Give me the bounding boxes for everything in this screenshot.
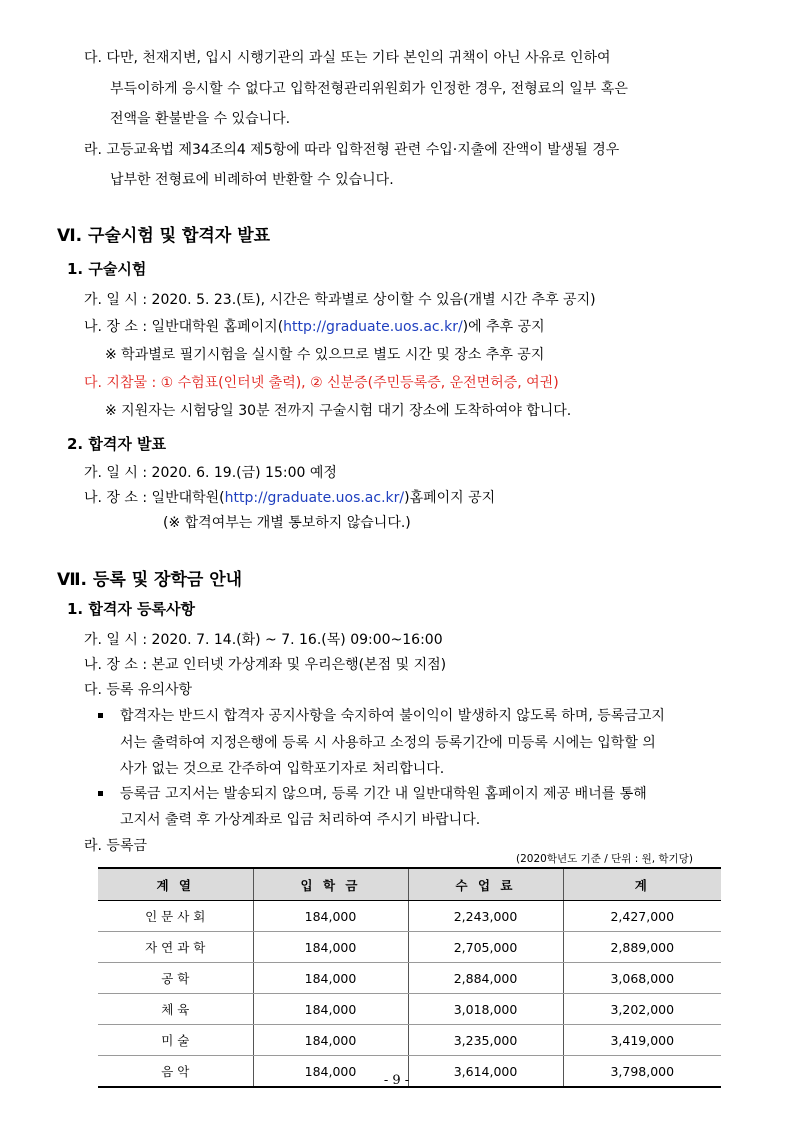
bullet-square-icon [98,791,103,796]
oral-exam-title: 1. 구술시험 [67,260,147,278]
row-tuition: 3,235,000 [408,1025,563,1056]
section-7-title: Ⅶ. 등록 및 장학금 안내 [57,570,243,590]
row-field: 공 학 [98,963,253,994]
row-admission-fee: 184,000 [253,994,408,1025]
row-admission-fee: 184,000 [253,932,408,963]
row-admission-fee: 184,000 [253,1025,408,1056]
row-admission-fee: 184,000 [253,1056,408,1088]
registration-caution-heading: 다. 등록 유의사항 [84,682,193,698]
row-total: 3,419,000 [563,1025,721,1056]
row-field: 체 육 [98,994,253,1025]
announcement-place-suffix: )홈페이지 공지 [404,490,496,506]
oral-exam-place-prefix: 나. 장 소 : 일반대학원 홈페이지( [84,319,284,335]
table-row [98,932,721,963]
page-number: - 9 - [383,1073,410,1088]
refund-clause-ra-line1: 라. 고등교육법 제34조의4 제5항에 따라 입학전형 관련 수입·지출에 잔액이 발생될 경우 [84,142,620,158]
row-total: 3,798,000 [563,1056,721,1088]
graduate-homepage-link-2[interactable]: http://graduate.uos.ac.kr/ [224,490,405,506]
column-header-admission-fee: 입 학 금 [253,868,408,901]
announcement-place-prefix: 나. 장 소 : 일반대학원( [84,490,225,506]
oral-exam-date: 가. 일 시 : 2020. 5. 23.(토), 시간은 학과별로 상이할 수 있음(개별 시간 추후 공지) [84,292,596,308]
row-admission-fee: 184,000 [253,963,408,994]
announcement-note: (※ 합격여부는 개별 통보하지 않습니다.) [163,515,411,531]
table-row [98,994,721,1025]
graduate-homepage-link[interactable]: http://graduate.uos.ac.kr/ [283,319,463,335]
row-total: 2,889,000 [563,932,721,963]
refund-clause-da-line3: 전액을 환불받을 수 있습니다. [110,111,291,127]
column-header-field: 계 열 [98,868,253,901]
announcement-place [84,488,495,508]
table-row [98,1025,721,1056]
row-tuition: 3,614,000 [408,1056,563,1088]
row-admission-fee: 184,000 [253,901,408,932]
row-field: 인 문 사 회 [98,901,253,932]
oral-exam-arrival-note: ※ 지원자는 시험당일 30분 전까지 구술시험 대기 장소에 도착하여야 합니다. [105,403,572,419]
caution-2-line2: 고지서 출력 후 가상계좌로 입금 처리하여 주시기 바랍니다. [120,812,481,828]
refund-clause-da-line2: 부득이하게 응시할 수 없다고 입학전형관리위원회가 인정한 경우, 전형료의 일부 혹은 [110,81,628,97]
tuition-table [98,867,721,1088]
row-total: 3,202,000 [563,994,721,1025]
oral-exam-place-suffix: )에 추후 공지 [462,319,545,335]
tuition-label: 라. 등록금 [84,838,147,854]
row-tuition: 2,243,000 [408,901,563,932]
refund-clause-da-line1: 다. 다만, 천재지변, 입시 시행기관의 과실 또는 기타 본인의 귀책이 아닌 사유로 인하여 [84,50,611,66]
section-6-title: Ⅵ. 구술시험 및 합격자 발표 [57,226,271,246]
row-total: 3,068,000 [563,963,721,994]
caution-1-line3: 사가 없는 것으로 간주하여 입학포기자로 처리합니다. [120,761,445,777]
row-tuition: 2,705,000 [408,932,563,963]
registration-title: 1. 합격자 등록사항 [67,600,196,618]
caution-2-line1: 등록금 고지서는 발송되지 않으며, 등록 기간 내 일반대학원 홈페이지 제공 배너를 통해 [120,786,647,802]
announcement-date: 가. 일 시 : 2020. 6. 19.(금) 15:00 예정 [84,465,337,481]
row-field: 미 술 [98,1025,253,1056]
table-row [98,963,721,994]
row-field: 음 악 [98,1056,253,1088]
row-tuition: 3,018,000 [408,994,563,1025]
row-tuition: 2,884,000 [408,963,563,994]
tuition-unit-note: (2020학년도 기준 / 단위 : 원, 학기당) [516,853,693,865]
caution-1-line1: 합격자는 반드시 합격자 공지사항을 숙지하여 불이익이 발생하지 않도록 하며, 등록금고지 [120,708,665,724]
row-total: 2,427,000 [563,901,721,932]
tuition-table-header [98,868,721,901]
table-row [98,901,721,932]
refund-clause-ra-line2: 납부한 전형료에 비례하여 반환할 수 있습니다. [110,172,394,188]
registration-place: 나. 장 소 : 본교 인터넷 가상계좌 및 우리은행(본점 및 지점) [84,657,447,673]
row-field: 자 연 과 학 [98,932,253,963]
column-header-total: 계 [563,868,721,901]
column-header-tuition: 수 업 료 [408,868,563,901]
registration-date: 가. 일 시 : 2020. 7. 14.(화) ~ 7. 16.(목) 09:00~16:00 [84,632,443,648]
oral-exam-place [84,317,545,337]
announcement-title: 2. 합격자 발표 [67,435,167,453]
oral-exam-required-items: 다. 지참물 : ① 수험표(인터넷 출력), ② 신분증(주민등록증, 운전면허증, 여권) [84,375,559,391]
bullet-square-icon [98,713,103,718]
caution-1-line2: 서는 출력하여 지정은행에 등록 시 사용하고 소정의 등록기간에 미등록 시에는 입학할 의 [120,735,656,751]
oral-exam-note: ※ 학과별로 필기시험을 실시할 수 있으므로 별도 시간 및 장소 추후 공지 [105,347,545,363]
